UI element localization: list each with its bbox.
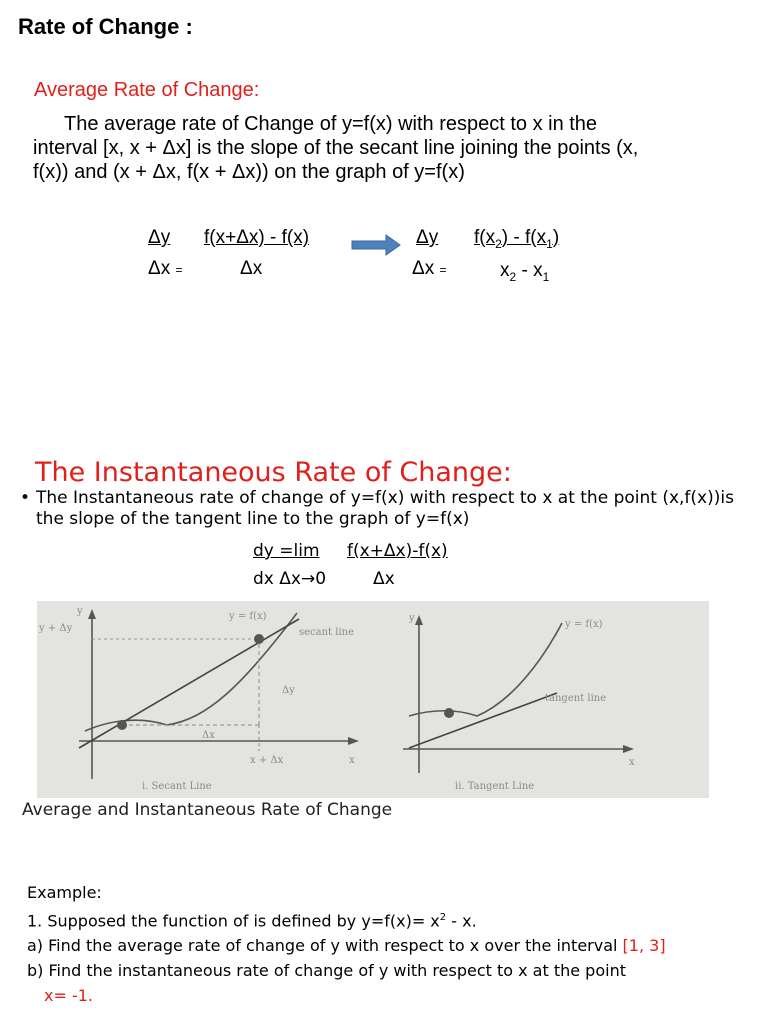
- tangent-line: [409, 693, 557, 748]
- tangent-line-label: tangent line: [545, 693, 607, 704]
- secant-line-label: secant line: [299, 627, 355, 638]
- derivative-numerator: f(x+Δx)-f(x): [347, 541, 448, 561]
- right-x-axis-arrow-icon: [623, 745, 634, 753]
- formula2-denominator: $x_2 - x_1$: [500, 260, 550, 284]
- right-arrow-icon: [350, 233, 402, 257]
- formula2-dx: Δx =: [412, 258, 447, 279]
- formula1-dy: Δy: [148, 227, 171, 248]
- formula2-numerator: $f(x_2) - f(x_1)$: [474, 227, 560, 251]
- left-curve: [85, 613, 297, 731]
- formula2-dy: Δy: [416, 227, 439, 248]
- right-curve-label: y = f(x): [565, 619, 603, 630]
- example-section: [27, 880, 666, 1008]
- point-x-plus-dx: [254, 634, 264, 644]
- point-x-fx: [117, 720, 127, 730]
- left-x-axis-arrow-icon: [348, 737, 359, 745]
- derivative-denominator: Δx: [373, 569, 395, 589]
- left-curve-label: y = f(x): [229, 611, 267, 622]
- formula1-numerator: f(x+Δx) - f(x): [204, 227, 310, 248]
- secant-line: [79, 619, 299, 748]
- secant-caption: i. Secant Line: [142, 781, 212, 792]
- left-x-axis-label: x: [349, 755, 355, 766]
- derivative-limit: dx Δx→0: [253, 569, 327, 589]
- example-line-1: 1. Supposed the function of is defined by $y=f(x)= x^2 - x$.: [27, 911, 477, 931]
- average-rate-heading: Average Rate of Change:: [34, 79, 260, 101]
- definition-line-3: f(x)) and (x + Δx, f(x + Δx)) on the graph of y=f(x): [33, 161, 465, 183]
- secant-tangent-figure: [37, 601, 709, 798]
- right-curve: [409, 623, 562, 716]
- figure-graphics: [37, 601, 709, 798]
- instantaneous-rate-definition: [20, 488, 760, 530]
- dy-label: Δy: [282, 685, 295, 696]
- formula2-equals: =: [439, 263, 447, 277]
- example-part-a: a) Find the average rate of change of y with respect to x over the interval [1, 3]: [27, 936, 666, 956]
- figure-caption: Average and Instantaneous Rate of Change: [22, 800, 393, 820]
- formula1-denominator: Δx: [240, 258, 263, 279]
- right-y-axis-label: y: [409, 613, 415, 624]
- example-part-b: b) Find the instantaneous rate of change of y with respect to x at the point: [27, 961, 626, 981]
- left-y-axis-arrow-icon: [88, 609, 96, 619]
- left-y-axis-label: y: [77, 606, 83, 617]
- x-plus-dx-label: x + Δx: [250, 755, 284, 766]
- right-x-axis-label: x: [629, 757, 635, 768]
- page-title: Rate of Change :: [18, 14, 193, 39]
- y-plus-dy-label: y + Δy: [39, 623, 73, 634]
- right-y-axis-arrow-icon: [415, 615, 423, 625]
- bullet-icon: •: [20, 488, 31, 508]
- definition-line-1: The average rate of Change of y=f(x) with respect to x in the: [64, 113, 598, 135]
- tangent-caption: ii. Tangent Line: [455, 781, 535, 792]
- instantaneous-line-1: The Instantaneous rate of change of y=f(x) with respect to x at the point (x,f(x))is: [36, 488, 734, 508]
- formula1-equals: =: [175, 263, 183, 277]
- definition-line-2: interval [x, x + Δx] is the slope of the secant line joining the points (x,: [33, 137, 639, 159]
- example-point: [27, 983, 666, 1008]
- instantaneous-line-2: the slope of the tangent line to the graph of y=f(x): [36, 509, 470, 529]
- formula1-dx: Δx =: [148, 258, 183, 279]
- interval-highlight: [1, 3]: [622, 936, 666, 956]
- point-of-tangency: [444, 708, 454, 718]
- derivative-top-left: dy =lim: [253, 541, 320, 561]
- average-rate-definition: [33, 112, 753, 184]
- example-heading: Example:: [27, 883, 102, 902]
- point-highlight: x= -1.: [44, 986, 93, 1006]
- dx-label: Δx: [202, 730, 215, 741]
- instantaneous-rate-heading: The Instantaneous Rate of Change:: [35, 457, 512, 488]
